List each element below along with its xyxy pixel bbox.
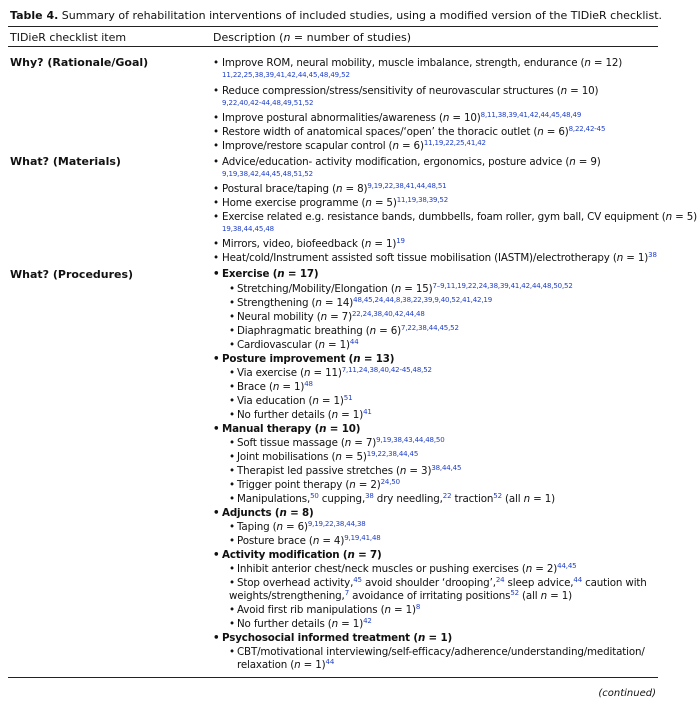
manual-item: • Soft tissue massage (n = 7)$^{9,19,38,43,44,48,50}$ [237, 437, 445, 449]
posture-item: • Via exercise (n = 11)$^{7,11,24,38,40,42-45,48,52}$ [237, 367, 432, 379]
activity-item-combined: • Stop overhead activity,$^{45}$ avoid shoulder ‘drooping’,$^{24}$ sleep advice,$^{44}$ caution with [237, 577, 647, 589]
psychosocial-heading: • Psychosocial informed treatment (n = 1) [222, 632, 452, 644]
posture-item: • Via education (n = 1)$^{51}$ [237, 395, 352, 407]
materials-item: • Postural brace/taping (n = 8)$^{9,19,22,38,41,44,48,51}$ [222, 183, 446, 195]
continued-note: (continued) [598, 688, 656, 699]
posture-item: • No further details (n = 1)$^{41}$ [237, 409, 372, 421]
manual-heading: • Manual therapy (n = 10) [222, 423, 360, 435]
why-item: • Improve postural abnormalities/awareness (n = 10)$^{8,11,38,39,41,42,44,45,48,49}$ [222, 112, 581, 124]
manual-item-combined: • Manipulations,$^{50}$ cupping,$^{38}$ dry needling,$^{22}$ traction$^{52}$ (all n = 1) [237, 493, 555, 505]
exercise-heading: • Exercise (n = 17) [222, 268, 318, 280]
psychosocial-item: • CBT/motivational interviewing/self-efficacy/adherence/understanding/meditation/ [237, 646, 645, 658]
exercise-item: • Stretching/Mobility/Elongation (n = 15)$^{7-9,11,19,22,24,38,39,41,42,44,48,50,52}$ [237, 283, 573, 295]
exercise-item: • Neural mobility (n = 7)$^{22,24,38,40,42,44,48}$ [237, 311, 425, 323]
activity-item: • Avoid first rib manipulations (n = 1)$^8$ [237, 604, 420, 616]
activity-item-continued: weights/strengthening,$^7$ avoidance of irritating positions$^{52}$ (all n = 1) [229, 589, 573, 602]
materials-item: • Mirrors, video, biofeedback (n = 1)$^{19}$ [222, 238, 405, 250]
section-materials: What? (Materials) [10, 155, 121, 168]
caption-text: Summary of rehabilitation interventions of included studies, using a modified version of the TIDieR checklist. [61, 9, 663, 22]
materials-item: • Heat/cold/Instrument assisted soft tissue mobilisation (IASTM)/electrotherapy (n = 1)$^{38}$ [222, 252, 657, 264]
activity-item: • No further details (n = 1)$^{42}$ [237, 618, 372, 630]
materials-item: • Advice/education- activity modification, ergonomics, posture advice (n = 9) [222, 156, 601, 168]
manual-item: • Therapist led passive stretches (n = 3)$^{38,44,45}$ [237, 465, 461, 477]
section-procedures: What? (Procedures) [10, 268, 134, 281]
why-item: • Restore width of anatomical spaces/‘open’ the thoracic outlet (n = 6)$^{8,22,42-45}$ [222, 126, 605, 138]
manual-item: • Trigger point therapy (n = 2)$^{24,50}$ [237, 479, 400, 491]
adjuncts-item: • Taping (n = 6)$^{9,19,22,38,44,38}$ [237, 521, 366, 533]
exercise-item: • Cardiovascular (n = 1)$^{44}$ [237, 339, 359, 351]
header-rule [8, 46, 658, 47]
header-item: TIDieR checklist item [10, 31, 127, 44]
adjuncts-item: • Posture brace (n = 4)$^{9,19,41,48}$ [237, 535, 381, 547]
manual-item: • Joint mobilisations (n = 5)$^{19,22,38,44,45}$ [237, 451, 418, 463]
activity-item: • Inhibit anterior chest/neck muscles or pushing exercises (n = 2)$^{44,45}$ [237, 563, 576, 575]
why-item-refs: 9,22,40,42-44,48,49,51,52 [222, 99, 314, 107]
why-item: • Improve ROM, neural mobility, muscle imbalance, strength, endurance (n = 12) [222, 57, 622, 69]
why-item: • Reduce compression/stress/sensitivity of neurovascular structures (n = 10) [222, 85, 598, 97]
top-rule [8, 26, 658, 27]
table-caption [10, 9, 662, 22]
materials-item: • Home exercise programme (n = 5)$^{11,19,38,39,52}$ [222, 197, 448, 209]
exercise-item: • Strengthening (n = 14)$^{48,45,24,44,8,38,22,39,9,40,52,41,42,19}$ [237, 297, 492, 309]
activity-heading: • Activity modification (n = 7) [222, 549, 382, 561]
materials-item-refs: 9,19,38,42,44,45,48,51,52 [222, 170, 314, 178]
bottom-rule [8, 677, 658, 678]
section-why: Why? (Rationale/Goal) [10, 56, 149, 69]
psychosocial-item-continued: relaxation (n = 1)$^{44}$ [237, 658, 335, 671]
caption-label: Table 4. [10, 9, 59, 22]
adjuncts-heading: • Adjuncts (n = 8) [222, 507, 314, 519]
exercise-item: • Diaphragmatic breathing (n = 6)$^{7,22,38,44,45,52}$ [237, 325, 459, 337]
why-item-refs: 11,22,25,38,39,41,42,44,45,48,49,52 [222, 71, 350, 79]
materials-item-refs: 19,38,44,45,48 [222, 225, 275, 233]
header-description: Description (n = number of studies) [213, 31, 412, 44]
posture-heading: • Posture improvement (n = 13) [222, 353, 394, 365]
posture-item: • Brace (n = 1)$^{48}$ [237, 381, 313, 393]
materials-item: • Exercise related e.g. resistance bands, dumbbells, foam roller, gym ball, CV equipment (n = 5) [222, 211, 697, 223]
why-item: • Improve/restore scapular control (n = 6)$^{11,19,22,25,41,42}$ [222, 140, 486, 152]
